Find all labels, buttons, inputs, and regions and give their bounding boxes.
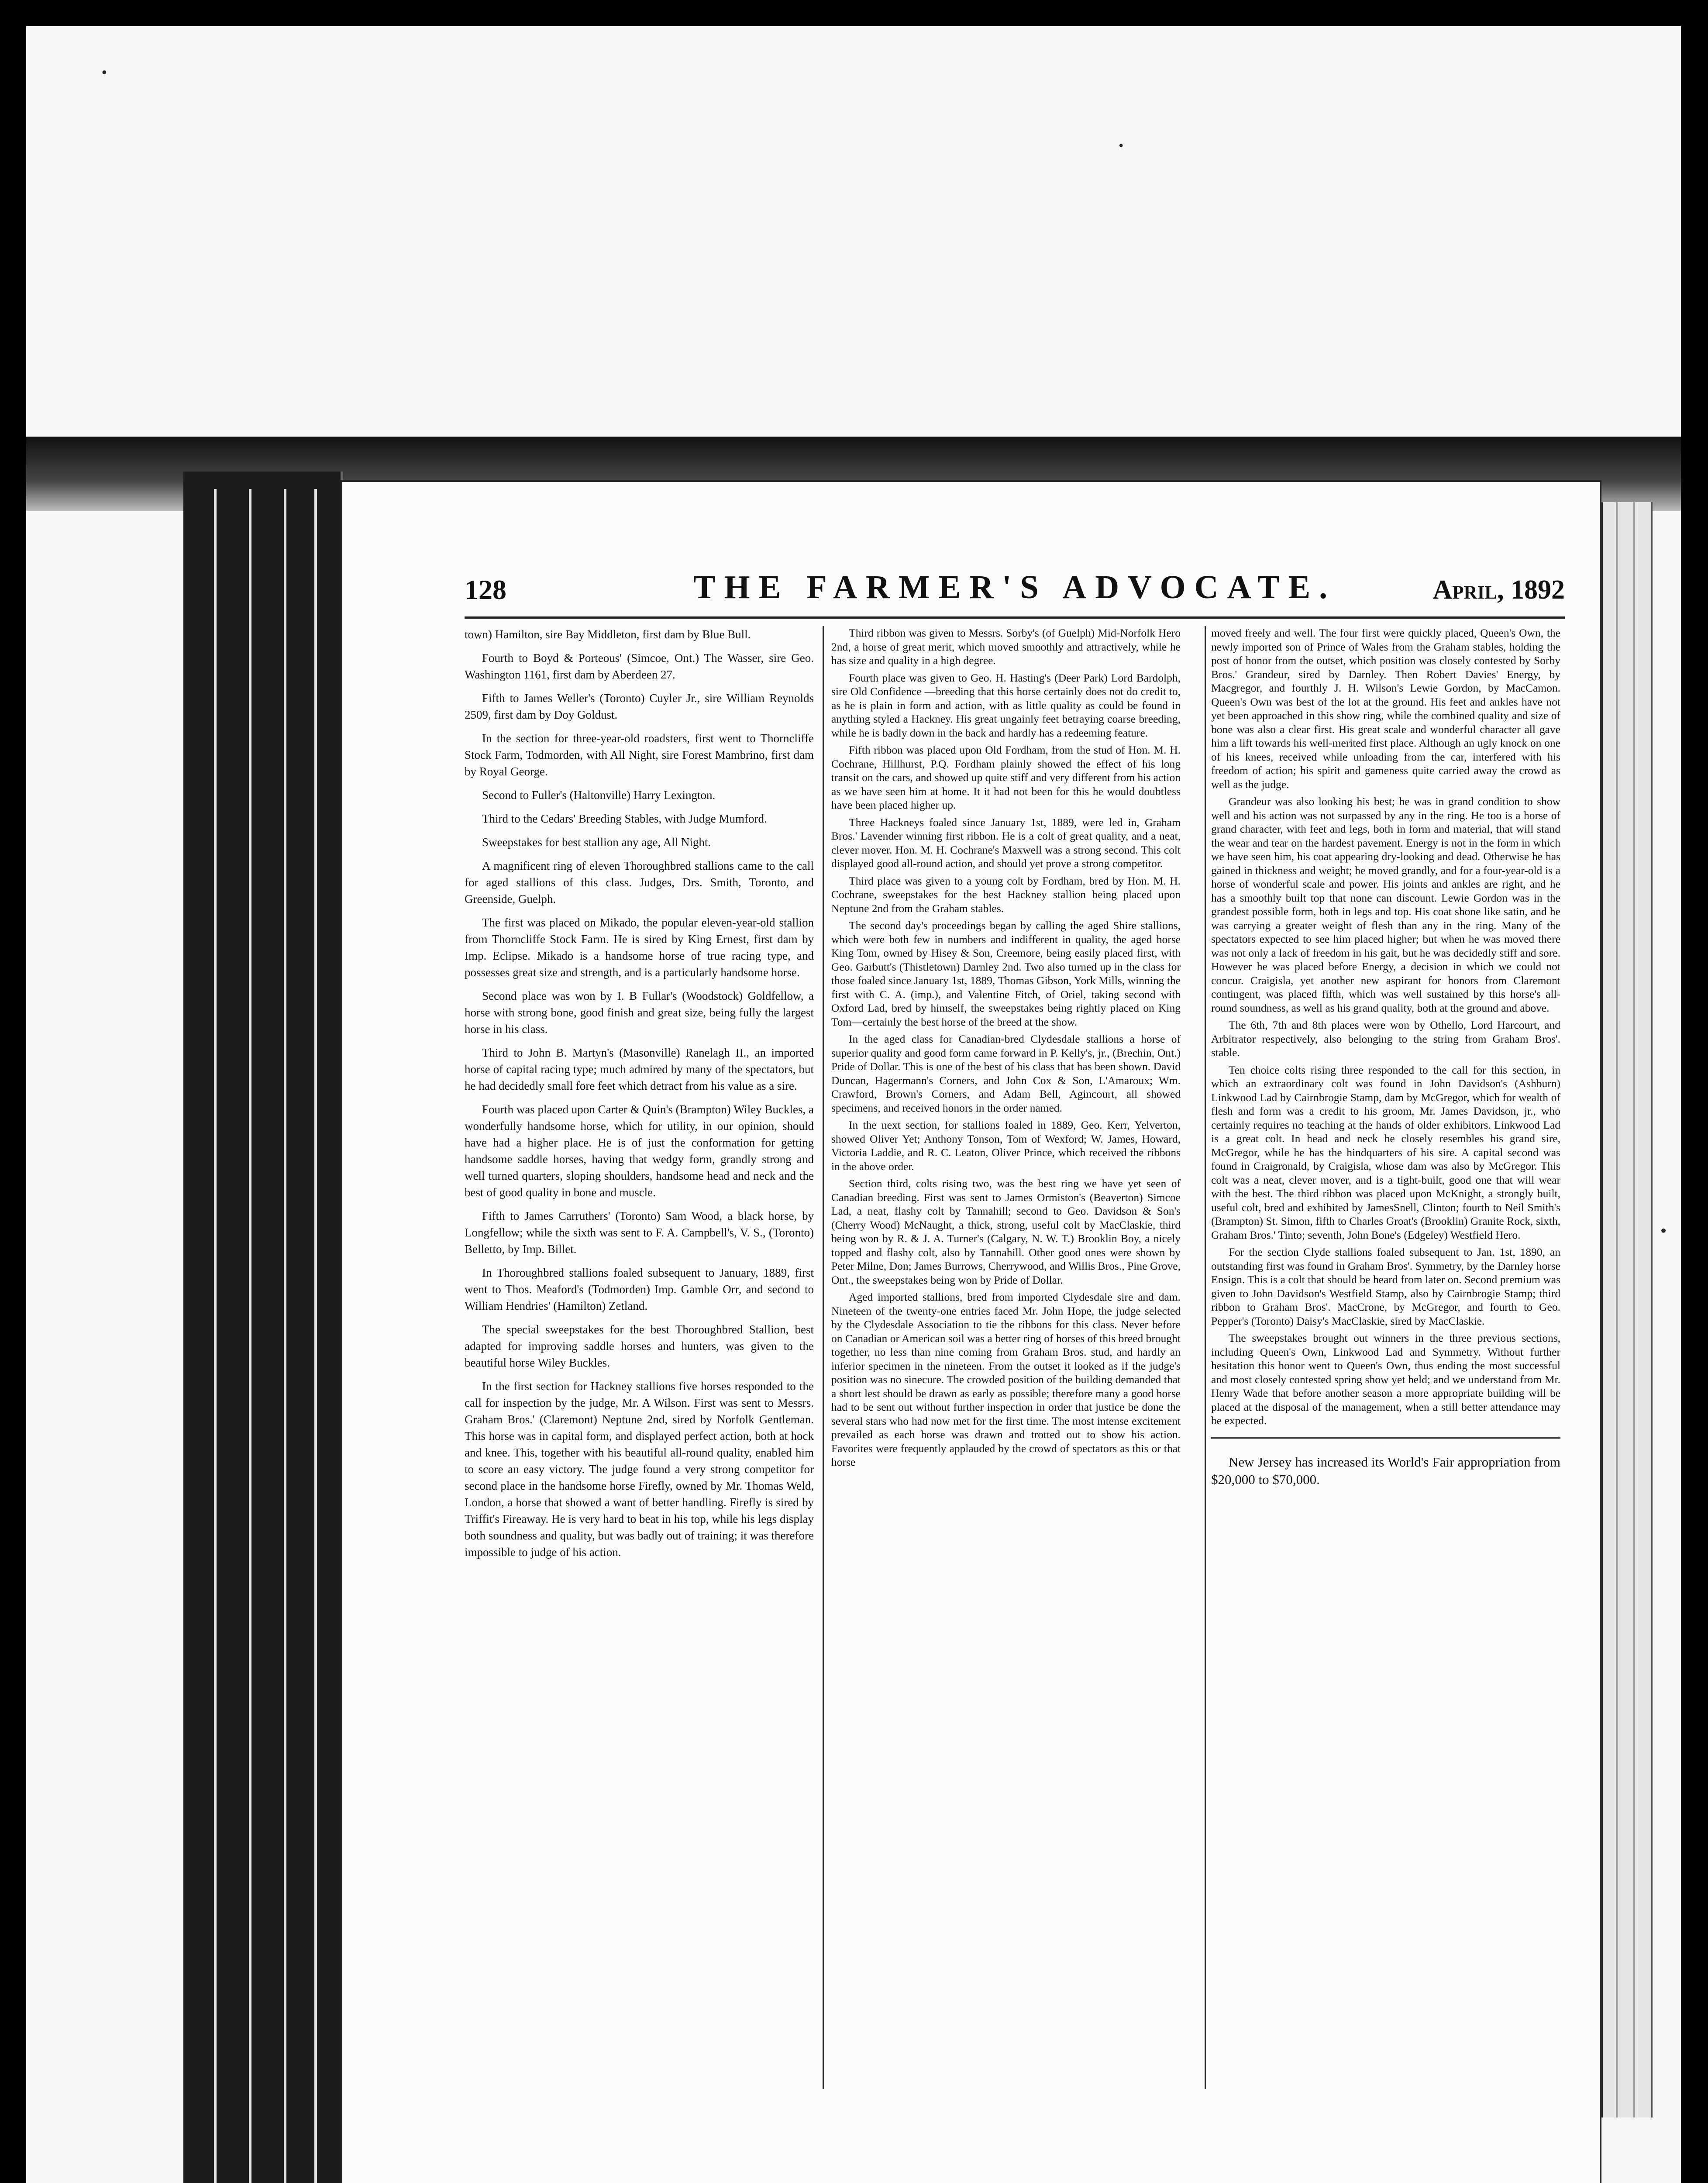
page-edge-line xyxy=(314,489,317,2183)
page-number: 128 xyxy=(465,574,506,605)
page-edge-line xyxy=(214,489,217,2183)
section-divider xyxy=(1211,1437,1560,1439)
article-column-1 xyxy=(465,626,814,1567)
page-edge-line xyxy=(284,489,286,2183)
book-page-edges-right xyxy=(1600,502,1653,2118)
paragraph: town) Hamilton, sire Bay Middleton, first dam by Blue Bull. xyxy=(465,628,751,641)
header-rule xyxy=(465,616,1565,619)
scan-speck: • xyxy=(100,65,108,81)
paragraph: moved freely and well. The four first were quickly placed, Queen's Own, the newly imported son of Prince of Wales from the Graham stables, holding the post of honor from the outset, which position was closely contested by Sorby Bros.' Grandeur, sired by Darnley. Then Robert Davies' Energy, by Macgregor, and fourthly J. H. Wilson's Lewie Gordon, by MacCamon. Queen's Own was best of the lot at the ground. His feet and ankles have not yet been approached in this show ring, while the combined quality and size of bone was also a clear first. His great scale and wonderful character all gave him a lift towards his well-merited first place. Although an ugly knock on one of his knees, received while unloading from the car, interfered with his freedom of action; his spirit and gameness quite carried away the crowd as well as the judge. xyxy=(1211,627,1560,791)
paragraph: Sweepstakes for best stallion any age, All Night. xyxy=(482,836,711,849)
paragraph: The second day's proceedings began by calling the aged Shire stallions, which were both few in numbers and indifferent in quality, the aged horse King Tom, owned by Hisey & Son, Creemore, being easily placed first, with Geo. Garbutt's (Thistletown) Darnley 2nd. Two also turned up in the class for those foaled since January 1st, 1889, Thomas Gibson, York Mills, winning the first with C. A. (imp.), and Valentine Fitch, of Oriel, taking second with Oxford Lad, bred by himself, the sweepstakes being rightly placed on King Tom—certainly the best horse of the breed at the show. xyxy=(831,919,1181,1028)
paragraph: Third to the Cedars' Breeding Stables, with Judge Mumford. xyxy=(482,812,767,825)
paragraph: Second place was won by I. B Fullar's (Woodstock) Goldfellow, a horse with strong bone, good finish and great size, being fully the largest horse in his class. xyxy=(465,989,814,1036)
paragraph: Third place was given to a young colt by Fordham, bred by Hon. M. H. Cochrane, sweepstakes for the best Hackney stallion being placed upon Neptune 2nd from the Graham stables. xyxy=(831,874,1181,915)
paragraph: Fifth to James Weller's (Toronto) Cuyler Jr., sire William Reynolds 2509, first dam by Doy Goldust. xyxy=(465,692,814,721)
paragraph: Three Hackneys foaled since January 1st, 1889, were led in, Graham Bros.' Lavender winning first ribbon. He is a colt of great quality, and a neat, clever mover. Hon. M. H. Cochrane's Maxwell was a strong second. This colt displayed good all-round action, and should yet prove a strong competitor. xyxy=(831,816,1181,870)
page-edge-line xyxy=(1633,502,1635,2118)
news-brief xyxy=(1211,1453,1560,1488)
paragraph: In the next section, for stallions foaled in 1889, Geo. Kerr, Yelverton, showed Oliver Yet; Anthony Tonson, Tom of Wexford; W. James, Howard, Victoria Laddie, and R. C. Leaton, Oliver Prince, which received the ribbons in the above order. xyxy=(831,1119,1181,1173)
page-edge-line xyxy=(249,489,251,2183)
column-rule xyxy=(1205,626,1206,2089)
paragraph: The 6th, 7th and 8th places were won by Othello, Lord Harcourt, and Arbitrator respectively, also belonging to the string from Graham Bros'. stable. xyxy=(1211,1019,1560,1059)
paragraph: Aged imported stallions, bred from imported Clydesdale sire and dam. Nineteen of the twenty-one entries faced Mr. John Hope, the judge selected by the Clydesdale Association to tie the ribbons for this class. Never before on Canadian or American soil was a better ring of horses of this breed brought together, no less than nine coming from Graham Bros. stud, and hardly an inferior specimen in the nineteen. From the outset it looked as if the judge's position was no sinecure. The crowded position of the building demanded that a short lest should be drawn as early as possible; therefore many a good horse had to be sent out without further inspection in order that justice be done the several stars who had now met for the first time. The most intense excitement prevailed as each horse was drawn and trotted out to show his action. Favorites were frequently applauded by the crowd of spectators as this or that horse xyxy=(831,1291,1181,1468)
paragraph: Fourth place was given to Geo. H. Hasting's (Deer Park) Lord Bardolph, sire Old Confidence —breeding that this horse certainly does not do credit to, as he is plain in form and action, with as little quality as could be found in anything styled a Hackney. His great ungainly feet betraying coarse breeding, while he is badly down in the back and hardly has a redeeming feature. xyxy=(831,671,1181,739)
paragraph: In Thoroughbred stallions foaled subsequent to January, 1889, first went to Thos. Meaford's (Todmorden) Imp. Gamble Orr, and second to William Hendries' (Hamilton) Zetland. xyxy=(465,1266,814,1312)
paragraph: Ten choice colts rising three responded to the call for this section, in which an extraordinary colt was found in John Davidson's (Ashburn) Linkwood Lad by Cairnbrogie Stamp, dam by McGregor, which for wealth of flesh and form was a credit to his groom, Mr. James Davidson, jr., who certainly requires no teaching at the hands of older exhibitors. Linkwood Lad is a great colt. In head and neck he closely resembles his grand sire, McGregor, while he has the hindquarters of his sire. A capital second was found in Craigronald, by Craigisla, whose dam was also by McGregor. This colt was a neat, clever mover, and is a tight-built, good one that will wear with the best. The third ribbon was placed upon McKnight, a strongly built, useful colt, bred and exhibited by JamesSnell, Clinton; fourth to Neil Smith's (Brampton) St. Simon, fifth to Charles Groat's (Brooklin) Granite Rock, sixth, Graham Bros.' Tinto; seventh, John Bone's (Edgeley) Westfield Hero. xyxy=(1211,1063,1560,1241)
paragraph: In the aged class for Canadian-bred Clydesdale stallions a horse of superior quality and good form came forward in P. Kelly's, jr., (Brechin, Ont.) Pride of Dollar. This is one of the best of his class that has been shown. David Duncan, Hagermann's Corners, and John Cox & Son, L'Amaroux; Wm. Crawford, Brown's Corners, and Adam Bell, Agincourt, all showed specimens, and received honors in the order named. xyxy=(831,1033,1181,1114)
paragraph: For the section Clyde stallions foaled subsequent to Jan. 1st, 1890, an outstanding first was found in Graham Bros'. Symmetry, by the Darnley horse Ensign. This is a colt that should be heard from later on. Second premium was given to John Davidson's Westfield Stamp, also by Cairnbrogie Stamp; third ribbon to Graham Bros'. MacCrone, by McGregor, and fourth to Geo. Pepper's (Toronto) Daisy's MacClaskie, sired by MacClaskie. xyxy=(1211,1246,1560,1327)
page-edge-line xyxy=(1616,502,1618,2118)
paragraph: Fourth was placed upon Carter & Quin's (Brampton) Wiley Buckles, a wonderfully handsome horse, which for utility, in our opinion, should have had a higher place. He is of just the conformation for getting handsome saddle horses, having that wedgy form, grandly strong and well turned quarters, sloping shoulders, handsome head and neck and the best of good quality in bone and muscle. xyxy=(465,1103,814,1199)
paragraph: The sweepstakes brought out winners in the three previous sections, including Queen's Own, Linkwood Lad and Symmetry. Without further hesitation this honor went to Queen's Own, thus ending the most successful and most closely contested spring show yet held; and we understand from Mr. Henry Wade that before another season a more appropriate building will be placed at the disposal of the management, when a still better attendance may be expected. xyxy=(1211,1332,1560,1427)
masthead-title: THE FARMER'S ADVOCATE. xyxy=(693,569,1336,606)
paragraph: Fifth ribbon was placed upon Old Fordham, from the stud of Hon. M. H. Cochrane, Hillhurst, P.Q. Fordham plainly showed the effect of his long transit on the cars, and showed up quite stiff and very different from his action as we have seen him at home. It it had not been for this he would doubtless have been placed higher up. xyxy=(831,744,1181,811)
article-column-3 xyxy=(1211,626,1560,1492)
paragraph: Fifth to James Carruthers' (Toronto) Sam Wood, a black horse, by Longfellow; while the sixth was sent to F. A. Campbell's, V. S., (Toronto) Belletto, by Imp. Billet. xyxy=(465,1209,814,1256)
paragraph: A magnificent ring of eleven Thoroughbred stallions came to the call for aged stallions of this class. Judges, Drs. Smith, Toronto, and Greenside, Guelph. xyxy=(465,859,814,906)
scan-speck: • xyxy=(1118,140,1125,153)
news-brief-text: New Jersey has increased its World's Fair appropriation from $20,000 to $70,000. xyxy=(1211,1454,1560,1487)
paragraph: The first was placed on Mikado, the popular eleven-year-old stallion from Thorncliffe Stock Farm. He is sired by King Ernest, first dam by Imp. Eclipse. Mikado is a handsome horse of true racing type, and possesses great size and strength, and is a particularly handsome horse. xyxy=(465,916,814,979)
issue-date: April, 1892 xyxy=(1433,575,1565,605)
paragraph: Fourth to Boyd & Porteous' (Simcoe, Ont.) The Wasser, sire Geo. Washington 1161, first dam by Aberdeen 27. xyxy=(465,651,814,681)
paragraph: In the section for three-year-old roadsters, first went to Thorncliffe Stock Farm, Todmorden, with All Night, sire Forest Mambrino, first dam by Royal George. xyxy=(465,732,814,778)
paragraph: Grandeur was also looking his best; he was in grand condition to show well and his action was not surpassed by any in the ring. He too is a horse of grand character, with feet and legs, both in form and material, that will stand the wear and tear on the hardest pavement. Energy is not in the form in which we have seen him, his coat appearing dry-looking and dead. Otherwise he has gained in thickness and weight; he moved grandly, and for a four-year-old is a horse of wonderful scale and power. His joints and ankles are right, and he has a smoothly built top that none can discount. Lewie Gordon was in the grandest possible form, both in legs and top. His coat shone like satin, and he was carrying a greater weight of flesh than any in the ring. Many of the spectators expected to see him placed higher; but when he was moved there was not only a lack of freedom in his gait, but he was decidedly stiff and sore. However he was placed before Energy, a decision in which we could not concur. Craigisla, yet another new aspirant for honors from Claremont contingent, was placed fifth, which was well sustained by this horse's all-round soundness, as well as his grand quality, both at the ground and above. xyxy=(1211,795,1560,1014)
book-page-edges-left xyxy=(183,472,343,2183)
paragraph: Second to Fuller's (Haltonville) Harry Lexington. xyxy=(482,788,716,802)
page-header xyxy=(465,565,1565,613)
paragraph: Third ribbon was given to Messrs. Sorby's (of Guelph) Mid-Norfolk Hero 2nd, a horse of great merit, which moved smoothly and attractively, while he has size and quality in a high degree. xyxy=(831,627,1181,667)
scan-speck: • xyxy=(1659,1222,1668,1240)
paragraph: The special sweepstakes for the best Thoroughbred Stallion, best adapted for improving saddle horses and hunters, was given to the beautiful horse Wiley Buckles. xyxy=(465,1323,814,1369)
article-column-2 xyxy=(831,626,1181,1473)
column-rule xyxy=(823,626,824,2089)
paragraph: Third to John B. Martyn's (Masonville) Ranelagh II., an imported horse of capital racing type; much admired by many of the spectators, but he had decidedly small fore feet which detract from his value as a sire. xyxy=(465,1046,814,1092)
paragraph: In the first section for Hackney stallions five horses responded to the call for inspection by the judge, Mr. A Wilson. First was sent to Messrs. Graham Bros.' (Claremont) Neptune 2nd, sired by Norfolk Gentleman. This horse was in capital form, and displayed perfect action, both at hock and knee. This, together with his beautiful all-round quality, enabled him to score an easy victory. The judge found a very strong competitor for second place in the handsome horse Firefly, owned by Mr. Thomas Weld, London, a horse that showed a want of better handling. Firefly is sired by Triffit's Fireaway. He is very hard to beat in his top, while his legs display both soundness and quality, but was badly out of training; it was therefore impossible to judge of his action. xyxy=(465,1380,814,1559)
paragraph: Section third, colts rising two, was the best ring we have yet seen of Canadian breeding. First was sent to James Ormiston's (Beaverton) Simcoe Lad, a neat, flashy colt by Tannahill; second to Geo. Davidson & Son's (Cherry Wood) McNaught, a thick, strong, useful colt by MacClaskie, third being won by R. & J. A. Turner's (Calgary, N. W. T.) Brooklin Boy, a nicely topped and flashy colt, also by Tannahill. Other good ones were shown by Peter Milne, Don; James Burrows, Cherrywood, and Willis Bros., Pine Grove, Ont., the sweepstakes being won by Pride of Dollar. xyxy=(831,1177,1181,1286)
newspaper-page xyxy=(341,480,1601,2183)
